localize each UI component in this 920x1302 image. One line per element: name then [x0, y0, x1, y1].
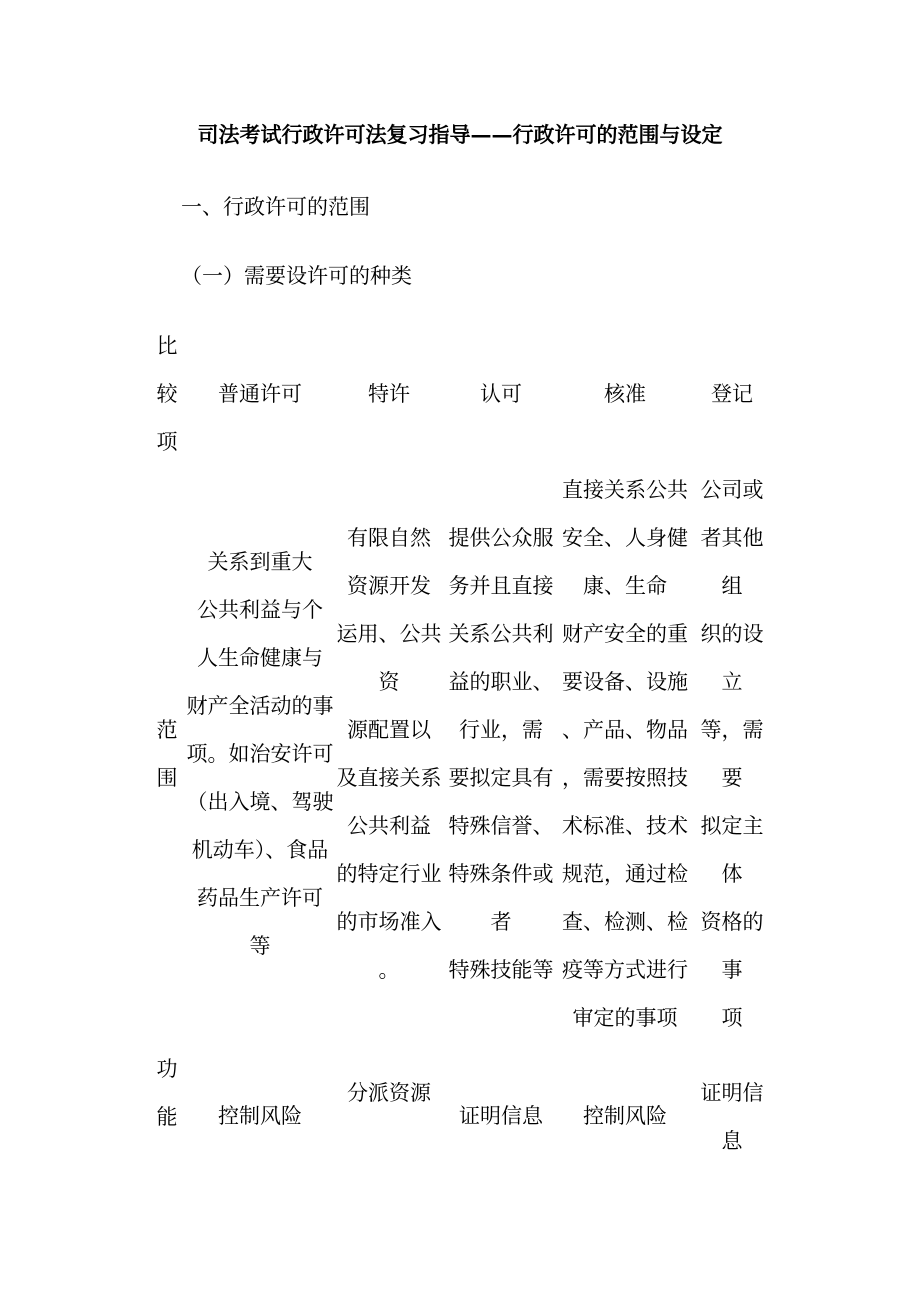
- line: 源配置以: [347, 718, 431, 742]
- line: 者其他组: [700, 526, 764, 598]
- line: 提供公众服: [448, 526, 554, 550]
- line: 的特定行业: [336, 862, 442, 886]
- line: 功: [156, 1057, 178, 1081]
- line: 药品生产许可: [197, 886, 323, 910]
- scope-approval: [557, 466, 693, 1042]
- function-recognition: 证明信息: [459, 1104, 543, 1128]
- line: ，需要按照技: [562, 766, 688, 790]
- line: 息: [721, 1129, 743, 1153]
- line: 的市场准入: [336, 910, 442, 934]
- line: 能: [156, 1105, 178, 1129]
- line: 拟定主体: [700, 814, 764, 886]
- header-col-special-permit: 特许: [368, 382, 410, 406]
- function-approval: 控制风险: [583, 1104, 667, 1128]
- line: 项。如治安许可: [186, 742, 334, 766]
- line: 人生命健康与: [197, 646, 323, 670]
- line: 。: [378, 958, 400, 982]
- line: 围: [156, 766, 178, 790]
- section-heading: 一、行政许可的范围: [181, 195, 370, 219]
- line: 项: [156, 430, 178, 454]
- line: 关系到重大: [207, 550, 313, 574]
- row-label-function: [150, 1045, 184, 1141]
- header-col-recognition: 认可: [480, 382, 522, 406]
- line: 公共利益与个: [197, 598, 323, 622]
- line: 特殊条件或者: [448, 862, 554, 934]
- subsection-heading: （一）需要设许可的种类: [181, 264, 412, 288]
- line: 疫等方式进行: [562, 958, 688, 982]
- line: 务并且直接: [448, 574, 554, 598]
- function-registration: [693, 1069, 771, 1165]
- line: 安全、人身健: [562, 526, 688, 550]
- line: 直接关系公共: [562, 478, 688, 502]
- line: 公共利益: [347, 814, 431, 838]
- line: 关系公共利: [448, 622, 554, 646]
- line: 运用、公共资: [336, 622, 442, 694]
- line: 审定的事项: [572, 1006, 678, 1030]
- scope-special-permit: [335, 514, 443, 994]
- scope-recognition: [445, 526, 557, 982]
- line: 查、检测、检: [562, 910, 688, 934]
- line: 特殊信誉、: [448, 814, 554, 838]
- line: 术标准、技术: [562, 814, 688, 838]
- line: 公司或: [700, 478, 764, 502]
- line: 特殊技能等: [448, 958, 554, 982]
- line: 要拟定具有: [448, 766, 554, 790]
- line: 资格的事: [700, 910, 764, 982]
- line: 行业，需: [459, 718, 543, 742]
- line: 范: [156, 718, 178, 742]
- line: 、产品、物品: [562, 718, 688, 742]
- row-label-scope: [150, 706, 184, 802]
- function-special-permit: 分派资源: [347, 1081, 431, 1105]
- header-col-general-permit: 普通许可: [218, 382, 302, 406]
- line: （出入境、驾驶: [186, 790, 334, 814]
- line: 等: [249, 934, 271, 958]
- line: 较: [156, 382, 178, 406]
- line: 康、生命: [583, 574, 667, 598]
- line: 机动车）、食品: [191, 838, 329, 862]
- line: 规范，通过检: [562, 862, 688, 886]
- header-label-cell: [150, 322, 184, 466]
- line: 项: [721, 1006, 743, 1030]
- line: 要设备、设施: [562, 670, 688, 694]
- line: 有限自然: [347, 526, 431, 550]
- line: 及直接关系: [336, 766, 442, 790]
- scope-general-permit: [185, 538, 335, 970]
- line: 等，需要: [700, 718, 764, 790]
- document-title: 司法考试行政许可法复习指导——行政许可的范围与设定: [197, 122, 723, 147]
- line: 益的职业、: [448, 670, 554, 694]
- function-general-permit: 控制风险: [218, 1104, 302, 1128]
- header-col-registration: 登记: [711, 382, 753, 406]
- line: 织的设立: [700, 622, 764, 694]
- scope-registration: [693, 478, 771, 1030]
- line: 财产安全的重: [562, 622, 688, 646]
- line: 证明信: [700, 1081, 764, 1105]
- header-col-approval: 核准: [604, 382, 646, 406]
- line: 比: [156, 334, 178, 358]
- line: 资源开发: [347, 574, 431, 598]
- line: 财产全活动的事: [186, 694, 334, 718]
